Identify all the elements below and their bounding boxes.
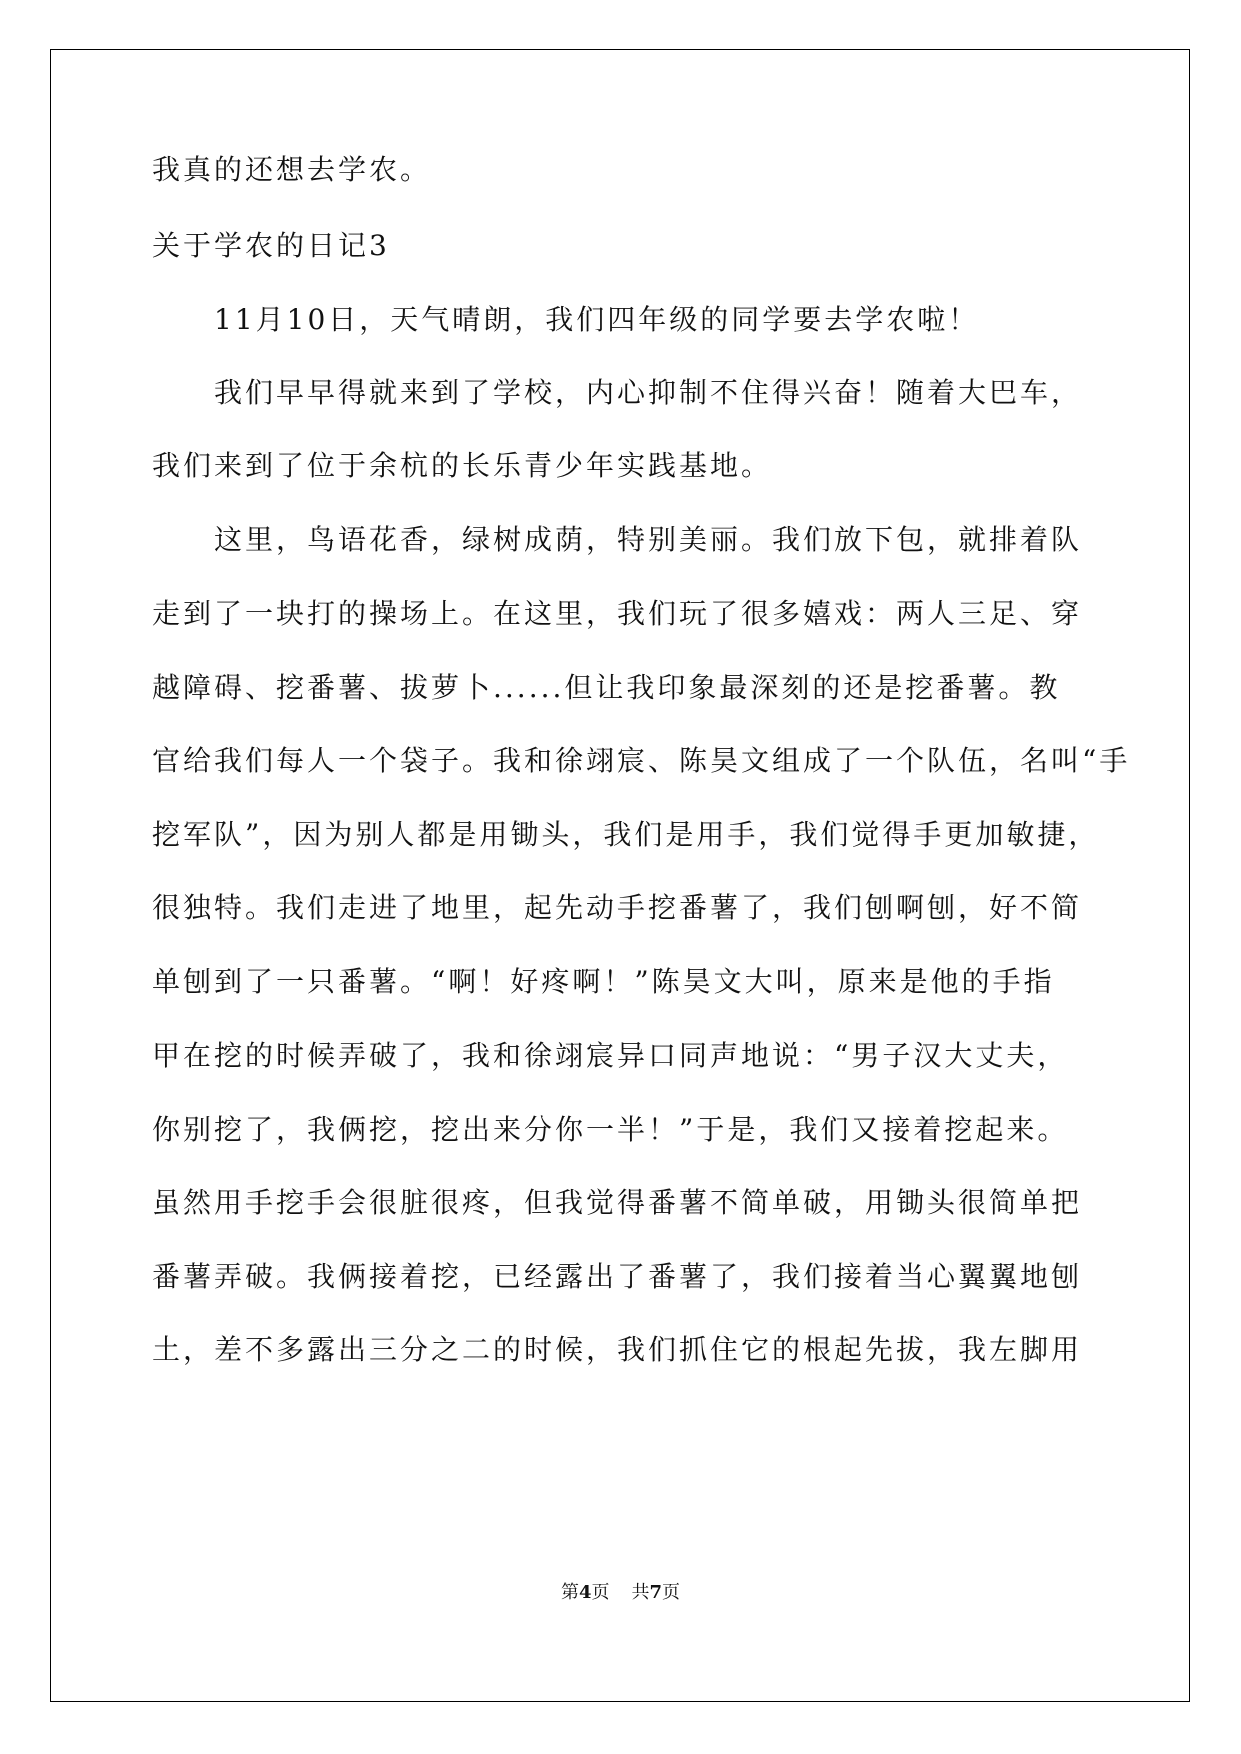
text-line: 我真的还想去学农。 <box>152 153 432 186</box>
text-line: 虽然用手挖手会很脏很疼，但我觉得番薯不简单破，用锄头很简单把 <box>152 1186 1083 1219</box>
page-footer <box>0 1578 1241 1604</box>
page-border <box>50 49 1190 1702</box>
text-line: 挖军队”，因为别人都是用锄头，我们是用手，我们觉得手更加敏捷， <box>152 818 1100 851</box>
text-line: 甲在挖的时候弄破了，我和徐翊宸异口同声地说：“男子汉大丈夫， <box>152 1039 1069 1072</box>
text-line: 我们来到了位于余杭的长乐青少年实践基地。 <box>152 449 773 482</box>
text-line: 越障碍、挖番薯、拔萝卜......但让我印象最深刻的还是挖番薯。教 <box>152 671 1061 704</box>
text-line: 你别挖了，我俩挖，挖出来分你一半！”于是，我们又接着挖起来。 <box>152 1113 1069 1146</box>
page-current: 4 <box>578 1582 592 1603</box>
total-prefix: 共 <box>631 1582 650 1603</box>
page-suffix: 页 <box>591 1582 610 1603</box>
text-line: 走到了一块打的操场上。在这里，我们玩了很多嬉戏：两人三足、穿 <box>152 597 1083 630</box>
text-line: 官给我们每人一个袋子。我和徐翊宸、陈昊文组成了一个队伍，名叫“手 <box>152 744 1131 777</box>
text-line: 我们早早得就来到了学校，内心抑制不住得兴奋！随着大巴车， <box>152 376 1083 409</box>
text-line: 番薯弄破。我俩接着挖，已经露出了番薯了，我们接着当心翼翼地刨 <box>152 1260 1083 1293</box>
page-prefix: 第 <box>560 1582 579 1603</box>
text-line: 这里，鸟语花香，绿树成荫，特别美丽。我们放下包，就排着队 <box>152 523 1083 556</box>
text-line: 土，差不多露出三分之二的时候，我们抓住它的根起先拔，我左脚用 <box>152 1333 1083 1366</box>
text-line: 单刨到了一只番薯。“啊！好疼啊！”陈昊文大叫，原来是他的手指 <box>152 965 1055 998</box>
page-total: 7 <box>649 1582 663 1603</box>
text-line: 很独特。我们走进了地里，起先动手挖番薯了，我们刨啊刨，好不简 <box>152 891 1083 924</box>
text-line: 11月10日，天气晴朗，我们四年级的同学要去学农啦！ <box>152 303 980 336</box>
total-suffix: 页 <box>662 1582 681 1603</box>
section-heading: 关于学农的日记3 <box>152 229 390 262</box>
